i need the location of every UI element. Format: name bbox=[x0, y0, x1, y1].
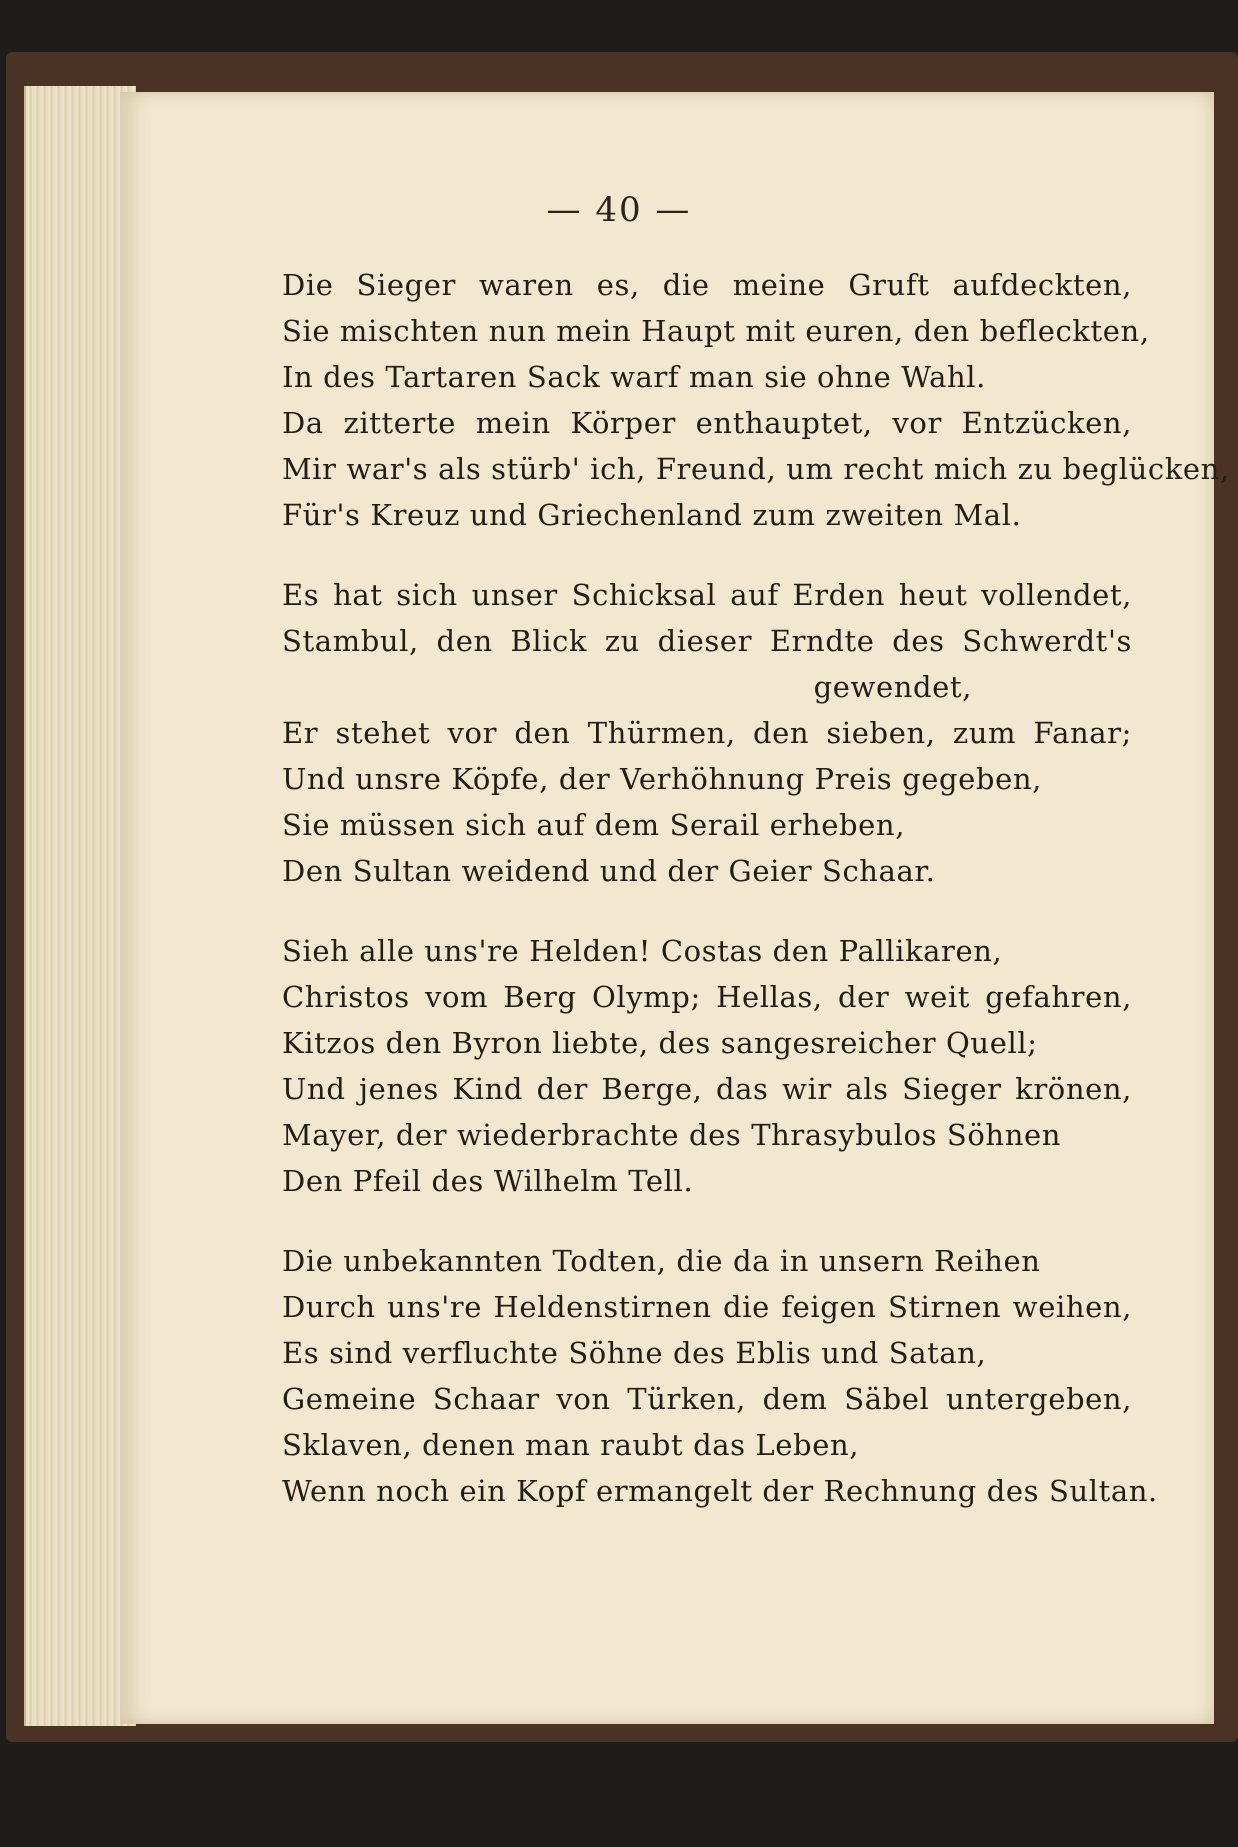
poem-line: Und unsre Köpfe, der Verhöhnung Preis gegeben, bbox=[282, 762, 1042, 796]
poem-line: Mayer, der wiederbrachte des Thrasybulos Söhnen bbox=[282, 1118, 1062, 1152]
poem-line-continuation: gewendet, bbox=[813, 670, 972, 704]
poem-line: Sie müssen sich auf dem Serail erheben, bbox=[282, 808, 906, 842]
poem-line: Und jenes Kind der Berge, das wir als Sieger krönen, bbox=[282, 1072, 1132, 1106]
poem-line: Es hat sich unser Schicksal auf Erden heut vollendet, bbox=[282, 578, 1132, 612]
poem-line: Sklaven, denen man raubt das Leben, bbox=[282, 1428, 860, 1462]
poem-line: Stambul, den Blick zu dieser Erndte des Schwerdt's bbox=[282, 624, 1132, 658]
poem-line: Für's Kreuz und Griechenland zum zweiten Mal. bbox=[282, 498, 1022, 532]
stanza-3 bbox=[282, 928, 1132, 1204]
poem-line: Mir war's als stürb' ich, Freund, um recht mich zu beglücken, bbox=[282, 452, 1230, 486]
poem-line: In des Tartaren Sack warf man sie ohne Wahl. bbox=[282, 360, 986, 394]
poem-line: Wenn noch ein Kopf ermangelt der Rechnung des Sultan. bbox=[282, 1474, 1158, 1508]
poem-line: Den Sultan weidend und der Geier Schaar. bbox=[282, 854, 936, 888]
poem-line: Gemeine Schaar von Türken, dem Säbel untergeben, bbox=[282, 1382, 1132, 1416]
poem-line: Die Sieger waren es, die meine Gruft aufdeckten, bbox=[282, 268, 1132, 302]
stanza-1 bbox=[282, 262, 1230, 538]
poem-line: Sie mischten nun mein Haupt mit euren, den befleckten, bbox=[282, 314, 1150, 348]
poem-line: Er stehet vor den Thürmen, den sieben, zum Fanar; bbox=[282, 716, 1132, 750]
poem-line: Den Pfeil des Wilhelm Tell. bbox=[282, 1164, 694, 1198]
page-number: — 40 — bbox=[546, 190, 692, 230]
poem-line: Durch uns're Heldenstirnen die feigen Stirnen weihen, bbox=[282, 1290, 1132, 1324]
stanza-2 bbox=[282, 572, 1132, 894]
poem-line: Da zitterte mein Körper enthauptet, vor Entzücken, bbox=[282, 406, 1132, 440]
poem-line: Christos vom Berg Olymp; Hellas, der weit gefahren, bbox=[282, 980, 1132, 1014]
poem-line: Sieh alle uns're Helden! Costas den Pallikaren, bbox=[282, 934, 1003, 968]
poem-line: Die unbekannten Todten, die da in unsern Reihen bbox=[282, 1244, 1041, 1278]
poem-line: Es sind verfluchte Söhne des Eblis und Satan, bbox=[282, 1336, 987, 1370]
background-band bbox=[0, 1745, 1238, 1847]
poem-line: Kitzos den Byron liebte, des sangesreicher Quell; bbox=[282, 1026, 1038, 1060]
poem-text bbox=[282, 262, 1230, 1548]
stanza-4 bbox=[282, 1238, 1158, 1514]
